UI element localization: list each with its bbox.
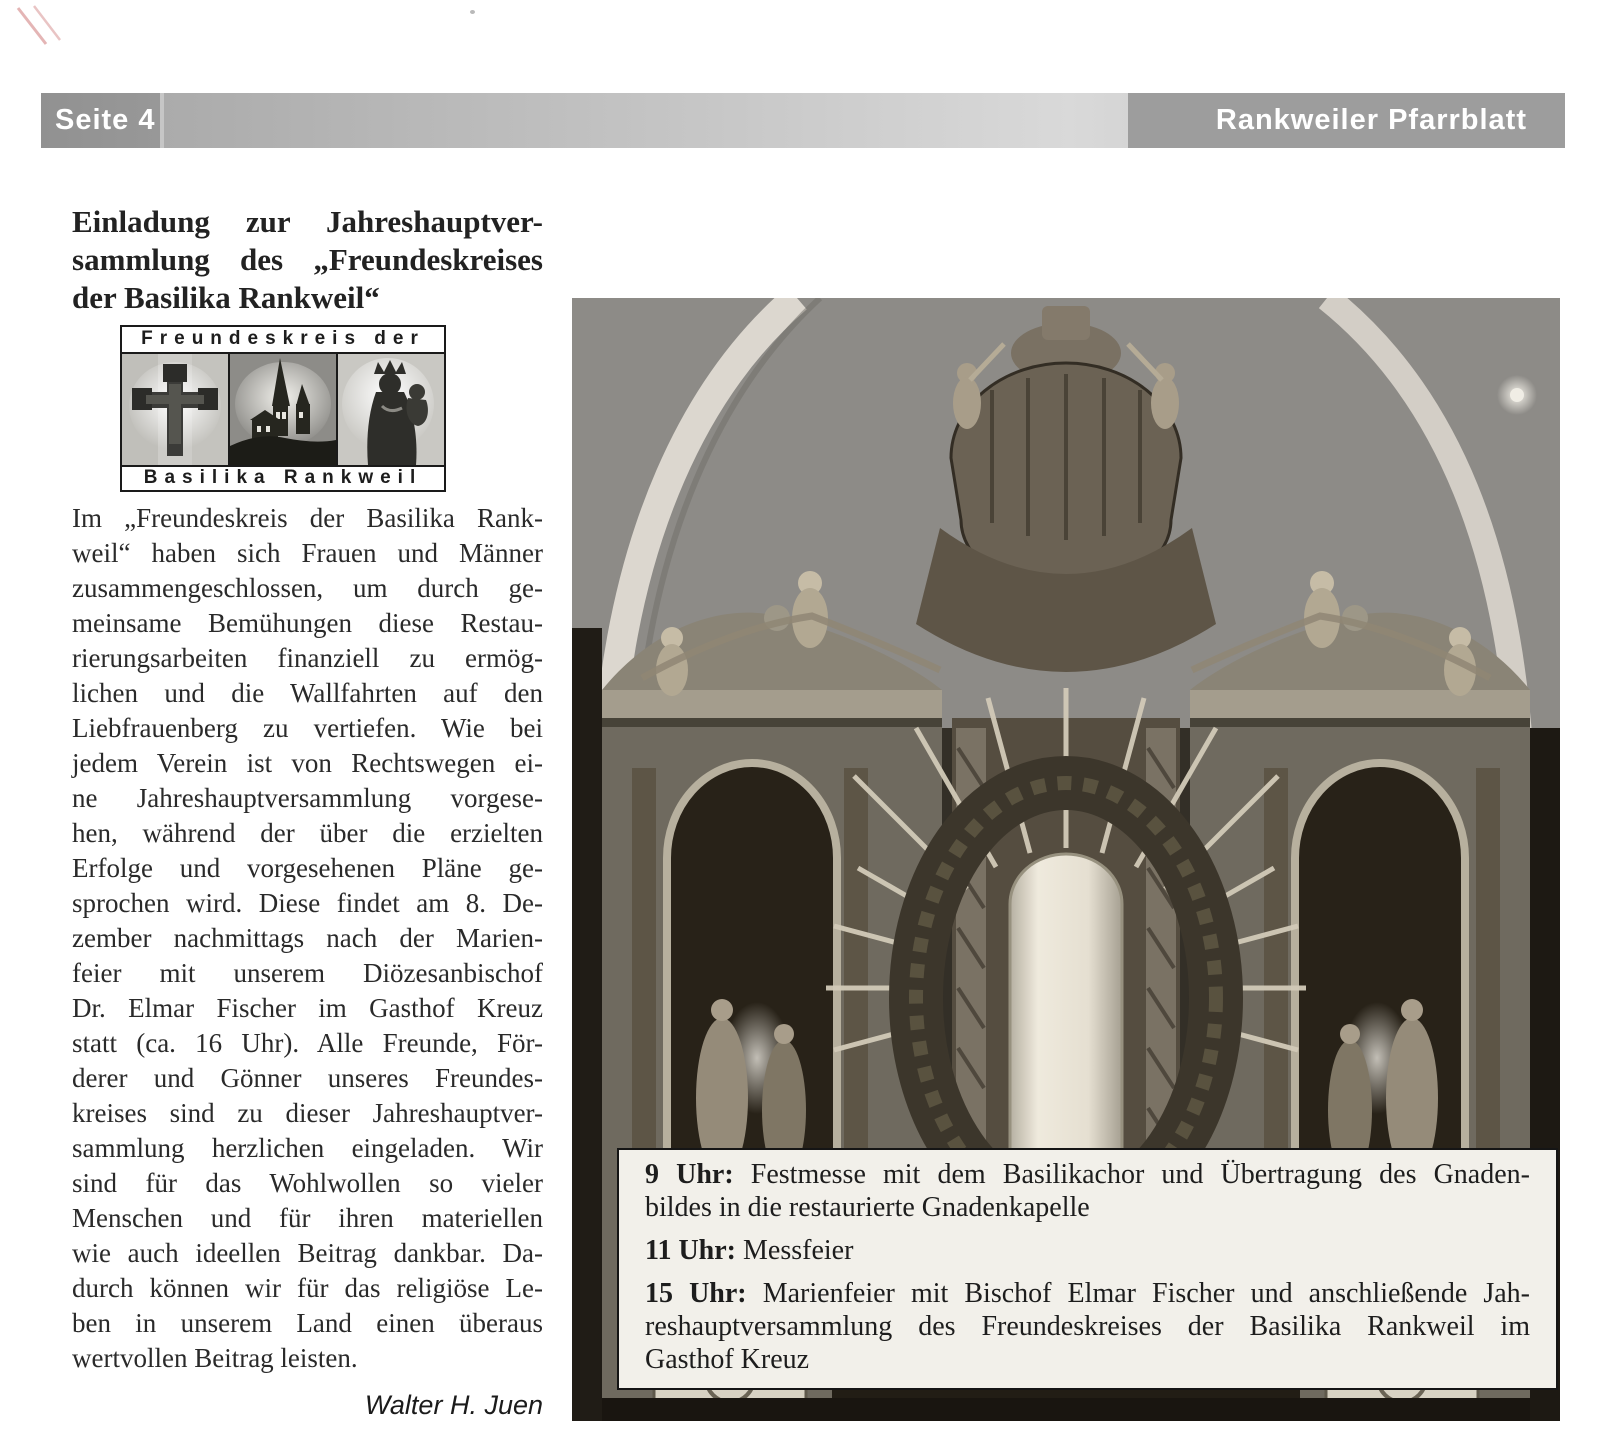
text-line: Erfolge und vorgesehenen Pläne ge- [72, 853, 543, 883]
logo-bottom-text: Basilika Rankweil [122, 465, 444, 490]
text-line: Menschen und für ihren materiellen [72, 1203, 543, 1233]
text-line: jedem Verein ist von Rechtswegen ei- [72, 748, 543, 778]
text-line: statt (ca. 16 Uhr). Alle Freunde, För- [72, 1028, 543, 1058]
text-line: feier mit unserem Diözesanbischof [72, 958, 543, 988]
text-line: sprochen wird. Diese findet am 8. De- [72, 888, 543, 918]
text-line: meinsame Bemühungen diese Restau- [72, 608, 543, 638]
caption-entry [645, 1158, 1530, 1224]
jeweled-cross-icon [122, 354, 228, 465]
article-headline [72, 203, 543, 317]
caption-time-label: 9 Uhr: [645, 1159, 751, 1190]
text-line: der Basilika Rankweil“ [72, 280, 380, 315]
text-line: kreises sind zu dieser Jahreshauptver- [72, 1098, 543, 1128]
text-line: zember nachmittags nach der Marien- [72, 923, 543, 953]
text-line: sind für das Wohlwollen so vieler [72, 1168, 543, 1198]
text-line: Einladung zur Jahreshauptver- [72, 204, 543, 239]
caption-line: 15 Uhr: Marienfeier mit Bischof Elmar Fischer und anschließende Jah- [645, 1278, 1530, 1309]
header-gradient-segment [160, 93, 1128, 148]
text-line: wertvollen Beitrag leisten. [72, 1343, 358, 1373]
byline: Walter H. Juen [364, 1390, 543, 1420]
caption-line: bildes in die restaurierte Gnadenkapelle [645, 1192, 1090, 1223]
text-line: Liebfrauenberg zu vertiefen. Wie bei [72, 713, 543, 743]
logo-top-text: Freundeskreis der [122, 327, 444, 354]
caption-line: 9 Uhr: Festmesse mit dem Basilikachor und Übertragung des Gnaden- [645, 1159, 1530, 1190]
photo-caption-box [617, 1148, 1558, 1390]
text-line: sammlung des „Freundeskreises [72, 242, 543, 277]
text-line: durch können wir für das religiöse Le- [72, 1273, 543, 1303]
text-line: ne Jahreshauptversammlung vorgese- [72, 783, 543, 813]
text-line: wie auch ideellen Beitrag dankbar. Da- [72, 1238, 543, 1268]
text-line: weil“ haben sich Frauen und Männer [72, 538, 543, 568]
caption-line: 11 Uhr: Messfeier [645, 1235, 854, 1266]
scan-speck [470, 10, 475, 14]
text-line: derer und Gönner unseres Freundes- [72, 1063, 543, 1093]
text-line: Im „Freundeskreis der Basilika Rank- [72, 503, 543, 533]
pen-mark [6, 2, 76, 54]
caption-line: Gasthof Kreuz [645, 1344, 810, 1375]
text-line: sammlung herzlichen eingeladen. Wir [72, 1133, 543, 1163]
text-line: ben in unserem Land einen überaus [72, 1308, 543, 1338]
caption-entry [645, 1234, 1530, 1267]
text-line: hen, während der über die erzielten [72, 818, 543, 848]
newsletter-title-label: Rankweiler Pfarrblatt [1215, 104, 1527, 136]
page-header-bar [41, 93, 1565, 148]
page-number-label: Seite 4 [55, 104, 156, 136]
text-line: Dr. Elmar Fischer im Gasthof Kreuz [72, 993, 543, 1023]
freundeskreis-logo [120, 325, 446, 492]
article-body [72, 501, 543, 1376]
header-right-segment [1128, 93, 1565, 148]
text-line: lichen und die Wallfahrten auf den [72, 678, 543, 708]
text-line: rierungsarbeiten finanziell zu ermög- [72, 643, 543, 673]
caption-time-label: 15 Uhr: [645, 1278, 763, 1309]
header-left-segment [41, 93, 160, 148]
caption-entry [645, 1277, 1530, 1376]
text-line: zusammengeschlossen, um durch ge- [72, 573, 543, 603]
madonna-with-child-icon [336, 354, 444, 465]
caption-time-label: 11 Uhr: [645, 1235, 743, 1266]
basilica-hill-church-icon [228, 354, 336, 465]
logo-panels [122, 354, 444, 465]
caption-line: reshauptversammlung des Freundeskreises der Basilika Rankweil im [645, 1311, 1530, 1342]
